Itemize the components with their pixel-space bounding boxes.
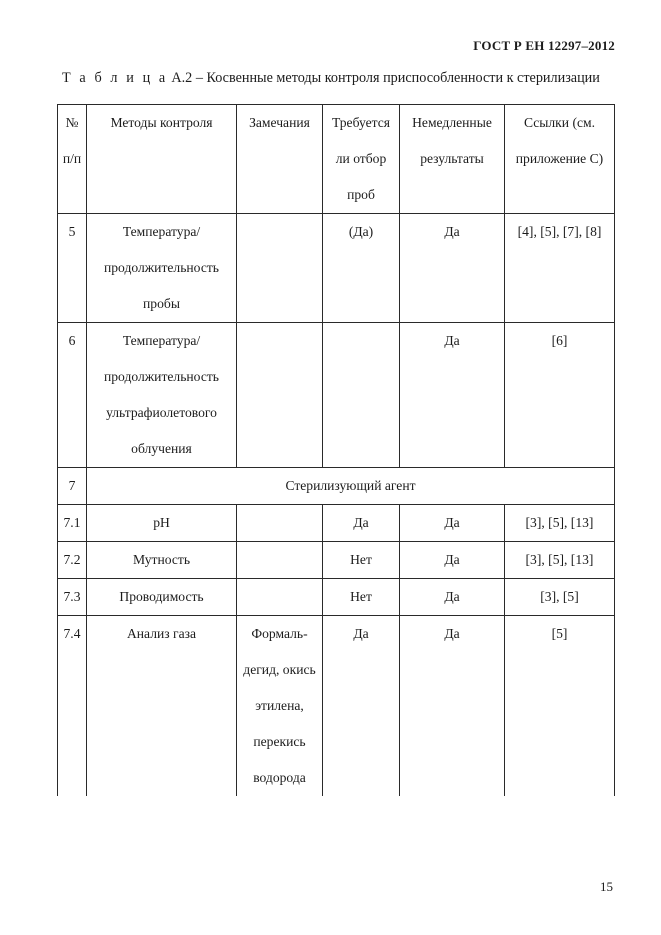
immediate-cell: Да — [400, 214, 505, 323]
caption-number: А.2 — [171, 70, 193, 86]
row-number: 7.4 — [58, 616, 87, 797]
method-cell — [87, 214, 237, 323]
header-line: № — [65, 115, 79, 130]
caption-title: Косвенные методы контроля приспособленности к стерилизации — [206, 70, 600, 86]
header-line: Методы контроля — [110, 115, 213, 130]
caption-label: Т а б л и ц а — [62, 70, 168, 86]
method-cell — [87, 616, 237, 797]
page-number: 15 — [600, 879, 613, 894]
header-number — [58, 105, 87, 214]
method-cell — [87, 579, 237, 616]
header-line: результаты — [420, 151, 484, 166]
immediate-cell: Да — [400, 542, 505, 579]
references-cell: [3], [5], [13] — [505, 505, 615, 542]
references-cell: [4], [5], [7], [8] — [505, 214, 615, 323]
caption-dash: – — [195, 70, 203, 86]
remarks-cell — [237, 505, 323, 542]
row-number: 5 — [58, 214, 87, 323]
method-line: pH — [153, 515, 170, 530]
sampling-cell: (Да) — [323, 214, 400, 323]
row-number: 7.3 — [58, 579, 87, 616]
remarks-line: Формаль- — [251, 626, 308, 641]
header-line: Ссылки (см. — [523, 115, 596, 130]
table-caption — [62, 70, 622, 87]
method-line: пробы — [143, 296, 180, 311]
references-cell: [3], [5] — [505, 579, 615, 616]
sampling-cell — [323, 323, 400, 468]
header-line: Требуется — [331, 115, 391, 130]
header-row — [58, 105, 615, 214]
references-cell: [5] — [505, 616, 615, 797]
method-line: ультрафиолетового — [106, 405, 217, 420]
method-cell — [87, 323, 237, 468]
method-line: продолжительность — [103, 369, 219, 384]
header-line: Замечания — [249, 115, 310, 130]
method-cell — [87, 505, 237, 542]
method-line: Температура/ — [122, 224, 201, 239]
table-header — [58, 105, 615, 214]
sampling-cell: Да — [323, 616, 400, 797]
method-line: Мутность — [132, 552, 191, 567]
header-immediate — [400, 105, 505, 214]
method-line: Анализ газа — [126, 626, 197, 641]
references-cell: [3], [5], [13] — [505, 542, 615, 579]
remarks-cell — [237, 579, 323, 616]
sampling-cell: Да — [323, 505, 400, 542]
sampling-cell: Нет — [323, 542, 400, 579]
header-sampling — [323, 105, 400, 214]
section-row — [58, 468, 615, 505]
immediate-cell: Да — [400, 616, 505, 797]
document-header: ГОСТ Р ЕН 12297–2012 — [473, 38, 615, 53]
table-row — [58, 616, 615, 797]
header-line: приложение С) — [515, 151, 604, 166]
row-number: 6 — [58, 323, 87, 468]
header-references — [505, 105, 615, 214]
table-row — [58, 214, 615, 323]
method-line: облучения — [131, 441, 192, 456]
remarks-line: перекись — [253, 734, 306, 749]
method-cell — [87, 542, 237, 579]
references-cell: [6] — [505, 323, 615, 468]
header-remarks — [237, 105, 323, 214]
remarks-cell — [237, 542, 323, 579]
method-line: продолжительность — [103, 260, 219, 275]
remarks-line: этилена, — [255, 698, 304, 713]
table-row — [58, 323, 615, 468]
sampling-cell: Нет — [323, 579, 400, 616]
header-line: п/п — [62, 151, 82, 166]
remarks-cell — [237, 616, 323, 797]
row-number: 7.1 — [58, 505, 87, 542]
indirect-methods-table — [57, 104, 615, 796]
remarks-line: дегид, окись — [243, 662, 316, 677]
remarks-cell — [237, 323, 323, 468]
section-title: Стерилизующий агент — [87, 468, 615, 505]
row-number: 7.2 — [58, 542, 87, 579]
immediate-cell: Да — [400, 505, 505, 542]
table-row — [58, 542, 615, 579]
table-row — [58, 579, 615, 616]
method-line: Проводимость — [119, 589, 204, 604]
table-row — [58, 505, 615, 542]
row-number: 7 — [58, 468, 87, 505]
immediate-cell: Да — [400, 579, 505, 616]
remarks-line: водорода — [253, 770, 306, 785]
immediate-cell: Да — [400, 323, 505, 468]
remarks-cell — [237, 214, 323, 323]
method-line: Температура/ — [122, 333, 201, 348]
header-line: проб — [347, 187, 375, 202]
header-line: Немедленные — [412, 115, 492, 130]
header-line: ли отбор — [335, 151, 387, 166]
header-methods — [87, 105, 237, 214]
table-body — [58, 214, 615, 797]
